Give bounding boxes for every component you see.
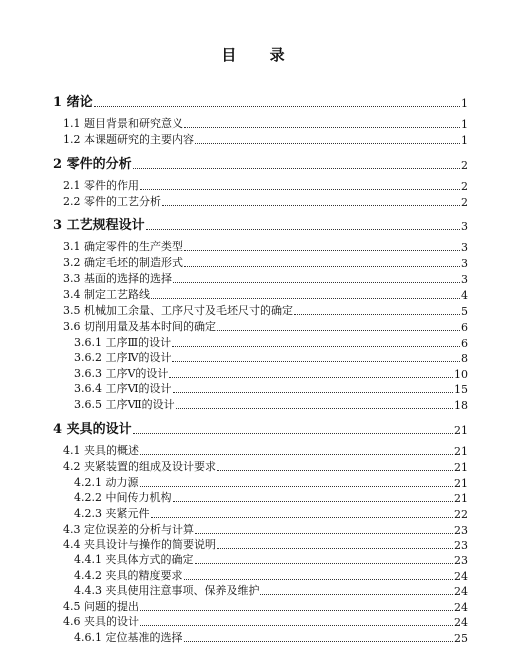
toc-entry-page-number: 23	[454, 539, 468, 552]
toc-entry-level-2[interactable]	[63, 598, 468, 614]
dot-leader	[162, 204, 460, 206]
toc-entry-level-2[interactable]	[63, 270, 468, 286]
dot-leader	[172, 360, 460, 362]
toc-entry-page-number: 3	[461, 220, 468, 233]
toc-entry-page-number: 21	[454, 445, 468, 458]
toc-entry-label: 2.2 零件的工艺分析	[63, 195, 161, 208]
toc-entry-level-2[interactable]	[63, 613, 468, 629]
dot-leader	[151, 516, 454, 518]
toc-entry-level-3[interactable]	[74, 474, 468, 490]
toc-entry-label: 4.1 夹具的概述	[63, 444, 139, 457]
dot-leader	[140, 453, 453, 455]
toc-entry-label: 1.1 题目背景和研究意义	[63, 117, 183, 130]
dot-leader	[94, 105, 460, 107]
dot-leader	[172, 345, 460, 347]
dot-leader	[195, 562, 454, 564]
toc-entry-label: 2 零件的分析	[53, 157, 132, 172]
toc-entry-level-1[interactable]	[53, 91, 468, 110]
toc-entry-page-number: 21	[454, 424, 468, 437]
toc-entry-level-2[interactable]	[63, 238, 468, 254]
toc-entry-page-number: 1	[461, 97, 468, 110]
toc-entry-level-2[interactable]	[63, 254, 468, 270]
toc-entry-level-3[interactable]	[74, 365, 468, 381]
toc-entry-level-2[interactable]	[63, 442, 468, 458]
toc-entry-page-number: 21	[454, 461, 468, 474]
toc-entry-page-number: 21	[454, 477, 468, 490]
toc-entry-label: 4.5 问题的提出	[63, 600, 139, 613]
toc-entry-level-2[interactable]	[63, 193, 468, 209]
toc-entry-page-number: 22	[454, 508, 468, 521]
toc-entry-label: 4.4.2 夹具的精度要求	[74, 569, 183, 582]
toc-entry-level-3[interactable]	[74, 582, 468, 598]
toc-entry-label: 4.3 定位误差的分析与计算	[63, 523, 194, 536]
dot-leader	[173, 500, 454, 502]
toc-entry-page-number: 1	[461, 118, 468, 131]
toc-entry-page-number: 23	[454, 524, 468, 537]
toc-entry-level-3[interactable]	[74, 629, 468, 645]
toc-entry-level-2[interactable]	[63, 302, 468, 318]
toc-entry-label: 3.6.2 工序Ⅳ的设计	[74, 351, 172, 364]
toc-entry-page-number: 18	[454, 399, 468, 412]
toc-entry-label: 3.4 制定工艺路线	[63, 288, 150, 301]
toc-entry-page-number: 21	[454, 492, 468, 505]
dot-leader	[140, 609, 453, 611]
toc-entry-label: 1 绪论	[53, 95, 93, 110]
toc-entry-page-number: 23	[454, 554, 468, 567]
dot-leader	[195, 142, 460, 144]
toc-entry-page-number: 4	[461, 289, 468, 302]
dot-leader	[146, 228, 460, 230]
toc-entry-level-3[interactable]	[74, 489, 468, 505]
toc-entry-level-2[interactable]	[63, 458, 468, 474]
toc-entry-level-3[interactable]	[74, 380, 468, 396]
toc-entry-label: 3.6.4 工序Ⅵ的设计	[74, 382, 172, 395]
toc-entry-label: 3.6 切削用量及基本时间的确定	[63, 320, 216, 333]
dot-leader	[184, 640, 454, 642]
dot-leader	[217, 329, 460, 331]
toc-entry-level-2[interactable]	[63, 318, 468, 334]
toc-entry-level-1[interactable]	[53, 214, 468, 233]
toc-entry-page-number: 15	[454, 383, 468, 396]
toc-entry-label: 4 夹具的设计	[53, 422, 132, 437]
dot-leader	[140, 485, 454, 487]
dot-leader	[140, 188, 460, 190]
dot-leader	[133, 432, 453, 434]
dot-leader	[184, 249, 460, 251]
toc-entry-page-number: 2	[461, 180, 468, 193]
toc-entry-level-1[interactable]	[53, 418, 468, 437]
toc-entry-page-number: 6	[461, 321, 468, 334]
dot-leader	[294, 313, 460, 315]
toc-entry-label: 3.6.5 工序Ⅶ的设计	[74, 398, 175, 411]
toc-entry-page-number: 24	[454, 616, 468, 629]
toc-entry-level-2[interactable]	[63, 131, 468, 147]
toc-entry-level-3[interactable]	[74, 396, 468, 412]
dot-leader	[184, 578, 454, 580]
toc-entry-label: 4.2 夹紧装置的组成及设计要求	[63, 460, 216, 473]
toc-entry-label: 3.6.1 工序Ⅲ的设计	[74, 336, 172, 349]
toc-entry-label: 4.2.1 动力源	[74, 476, 139, 489]
toc-entry-level-1[interactable]	[53, 153, 468, 172]
toc-entry-page-number: 2	[461, 196, 468, 209]
toc-entry-page-number: 24	[454, 585, 468, 598]
toc-entry-level-3[interactable]	[74, 334, 468, 350]
toc-entry-label: 3.3 基面的选择的选择	[63, 272, 172, 285]
toc-entry-page-number: 3	[461, 257, 468, 270]
dot-leader	[184, 126, 460, 128]
toc-entry-level-2[interactable]	[63, 177, 468, 193]
toc-entry-page-number: 24	[454, 601, 468, 614]
toc-entry-page-number: 10	[454, 368, 468, 381]
dot-leader	[169, 376, 453, 378]
dot-leader	[173, 281, 460, 283]
toc-entry-page-number: 5	[461, 305, 468, 318]
toc-entry-level-3[interactable]	[74, 567, 468, 583]
toc-entry-level-2[interactable]	[63, 286, 468, 302]
page-title: 目 录	[221, 46, 299, 64]
toc-entry-label: 3.5 机械加工余量、工序尺寸及毛坯尺寸的确定	[63, 304, 293, 317]
toc-entry-label: 3.2 确定毛坯的制造形式	[63, 256, 183, 269]
toc-entry-level-2[interactable]	[63, 536, 468, 552]
toc-entry-label: 3.6.3 工序Ⅴ的设计	[74, 367, 169, 380]
toc-entry-page-number: 2	[461, 159, 468, 172]
toc-entry-label: 4.4 夹具设计与操作的简要说明	[63, 538, 216, 551]
dot-leader	[176, 407, 453, 409]
toc-entry-level-3[interactable]	[74, 505, 468, 521]
toc-entry-label: 3 工艺规程设计	[53, 218, 145, 233]
toc-entry-page-number: 8	[461, 352, 468, 365]
dot-leader	[133, 167, 460, 169]
toc-entry-level-2[interactable]	[63, 521, 468, 537]
toc-entry-level-3[interactable]	[74, 551, 468, 567]
toc-entry-label: 4.6 夹具的设计	[63, 615, 139, 628]
toc-entry-label: 3.1 确定零件的生产类型	[63, 240, 183, 253]
toc-entry-page-number: 24	[454, 570, 468, 583]
dot-leader	[217, 547, 453, 549]
dot-leader	[195, 532, 453, 534]
toc-entry-label: 4.2.2 中间传力机构	[74, 491, 172, 504]
dot-leader	[184, 265, 460, 267]
toc-entry-page-number: 3	[461, 241, 468, 254]
dot-leader	[151, 297, 460, 299]
toc-entry-label: 2.1 零件的作用	[63, 179, 139, 192]
toc-entry-page-number: 6	[461, 337, 468, 350]
toc-entry-label: 4.6.1 定位基准的选择	[74, 631, 183, 644]
toc-entry-label: 1.2 本课题研究的主要内容	[63, 133, 194, 146]
toc-entry-level-3[interactable]	[74, 349, 468, 365]
toc-entry-page-number: 1	[461, 134, 468, 147]
dot-leader	[140, 624, 453, 626]
toc-entry-level-2[interactable]	[63, 115, 468, 131]
dot-leader	[173, 391, 453, 393]
toc-entry-label: 4.4.3 夹具使用注意事项、保养及维护	[74, 584, 260, 597]
toc-entry-label: 4.4.1 夹具体方式的确定	[74, 553, 194, 566]
toc-entry-label: 4.2.3 夹紧元件	[74, 507, 150, 520]
toc-entry-page-number: 3	[461, 273, 468, 286]
dot-leader	[260, 593, 453, 595]
toc-entry-page-number: 25	[454, 632, 468, 645]
dot-leader	[217, 469, 453, 471]
